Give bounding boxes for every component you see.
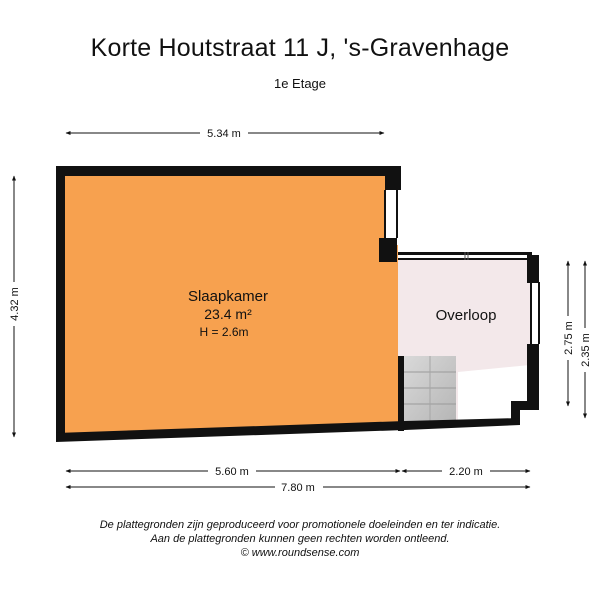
dim-bottom-right: 2.20 m — [449, 466, 483, 478]
dim-right-inner: 2.75 m — [563, 321, 575, 355]
bedroom-name: Slaapkamer — [187, 288, 269, 305]
dim-right-outer: 2.35 m — [580, 333, 592, 367]
staircase — [404, 356, 456, 424]
bedroom-area: 23.4 m² — [204, 306, 252, 322]
copyright-link[interactable]: © www.roundsense.com — [240, 547, 360, 559]
dim-bottom-total: 7.80 m — [281, 482, 315, 494]
dim-bottom-left: 5.60 m — [215, 466, 249, 478]
disclaimer-line-1: De plattegronden zijn geproduceerd voor promotionele doeleinden en ter indicatie. — [99, 519, 501, 531]
page-title: Korte Houtstraat 11 J, 's-Gravenhage — [90, 34, 510, 62]
disclaimer — [0, 518, 600, 560]
dim-left-height: 4.32 m — [9, 287, 21, 321]
disclaimer-line-2: Aan de plattegronden kunnen geen rechten worden ontleend. — [150, 533, 450, 545]
floor-label: 1e Etage — [273, 76, 327, 91]
dim-top-width: 5.34 m — [207, 128, 241, 140]
bedroom-height: H = 2.6m — [199, 325, 249, 339]
landing-name: Overloop — [435, 307, 497, 324]
